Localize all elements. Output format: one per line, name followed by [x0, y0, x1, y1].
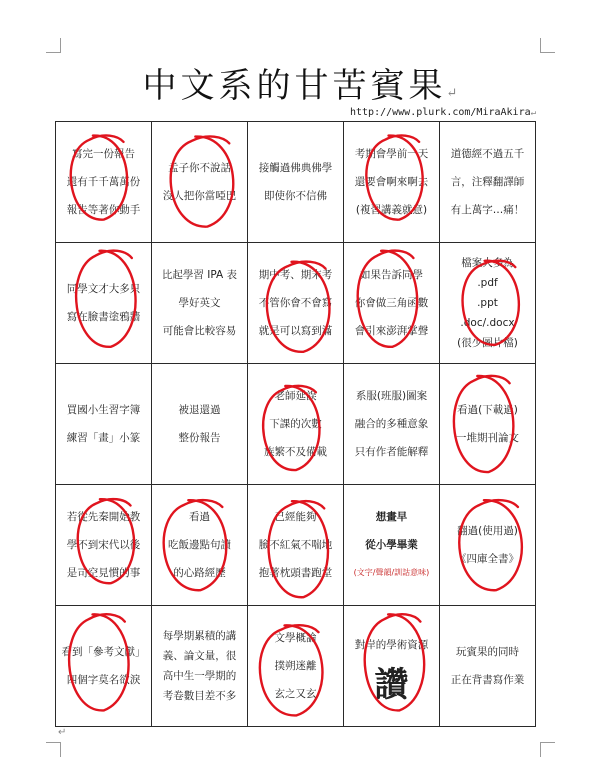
bingo-cell: [440, 606, 536, 727]
bingo-cell-line: 報告等著你動手: [66, 204, 141, 216]
bingo-cell-line: 《四庫全書》: [456, 553, 519, 565]
bingo-cell-line: 看過: [189, 511, 210, 523]
bingo-cell-line: 考卷數目差不多: [162, 690, 237, 702]
bingo-cell: [440, 485, 536, 606]
bingo-cell: [56, 364, 152, 485]
paragraph-mark: ↵: [530, 108, 537, 118]
bingo-cell-line: (複習講義就意): [355, 204, 428, 216]
bingo-cell-line: .ppt: [477, 297, 498, 309]
bingo-cell: [152, 122, 248, 243]
bingo-cell-line: 族繁不及備載: [264, 446, 327, 458]
document-title-text: 中文系的甘苦賓果: [142, 66, 447, 106]
bingo-cell: [248, 122, 344, 243]
source-url-text: http://www.plurk.com/MiraAkira: [350, 107, 531, 118]
bingo-cell-line: 玩賓果的同時: [456, 646, 519, 658]
bingo-cell: [56, 243, 152, 364]
bingo-row: [56, 485, 536, 606]
bingo-cell-line: 對岸的學術資源: [354, 639, 429, 651]
bingo-cell-line: 已經能夠: [274, 511, 317, 523]
bingo-cell-line: 接觸過佛典佛學: [258, 162, 333, 174]
bingo-cell: [248, 243, 344, 364]
page-corner-bottom-left: [46, 742, 61, 757]
bingo-cell: [56, 122, 152, 243]
bingo-cell-line: 讚: [374, 666, 409, 704]
bingo-cell-line: 還有千千萬萬份: [66, 176, 141, 188]
bingo-cell-line: 會引來澎湃掌聲: [354, 325, 429, 337]
bingo-cell-line: 你會做三角函數: [354, 297, 429, 309]
paragraph-mark: ↵: [446, 86, 458, 101]
bingo-cell-line: 練習「畫」小篆: [66, 432, 141, 444]
page-corner-top-left: [46, 38, 61, 53]
bingo-cell-line: 是司空見慣的事: [66, 567, 141, 579]
bingo-cell-line: (很少圖片檔): [457, 337, 518, 349]
bingo-cell-line: .doc/.docx: [460, 317, 515, 329]
bingo-cell-line: 高中生一學期的: [162, 670, 237, 682]
bingo-cell: [152, 243, 248, 364]
bingo-cell-line: 孟子你不說話: [168, 162, 231, 174]
bingo-cell: [344, 243, 440, 364]
bingo-cell-line: 即使你不信佛: [264, 190, 327, 202]
bingo-cell-line: 翻過(使用過): [457, 525, 518, 537]
bingo-cell: [440, 243, 536, 364]
bingo-cell-line: 抱著枕頭書跑堂: [258, 567, 333, 579]
paragraph-mark: ↵: [58, 727, 67, 738]
bingo-cell-line: 寫完一份報告: [72, 148, 135, 160]
bingo-row: [56, 243, 536, 364]
bingo-row: [56, 606, 536, 727]
bingo-cell-line: 如果告訴同學: [360, 269, 423, 281]
page-corner-top-right: [540, 38, 555, 53]
bingo-cell-line: 沒人把你當啞巴: [162, 190, 237, 202]
bingo-cell-line: 買國小生習字簿: [66, 404, 141, 416]
bingo-cell-line: 系服(班服)圖案: [355, 390, 428, 402]
bingo-cell-line: 期中考、期末考: [258, 269, 333, 281]
bingo-cell: [440, 122, 536, 243]
bingo-cell-line: 言，注釋翻譯師: [450, 176, 525, 188]
bingo-cell-line: 一堆期刊論文: [456, 432, 519, 444]
bingo-cell-line: 吃飯邊點句讀: [168, 539, 231, 551]
bingo-cell: [344, 364, 440, 485]
bingo-cell: [152, 364, 248, 485]
bingo-cell: [56, 485, 152, 606]
bingo-cell-line: 玄之又玄: [274, 688, 317, 700]
bingo-cell-line: .pdf: [477, 277, 498, 289]
document-title: [0, 58, 600, 107]
bingo-cell-line: 正在背書寫作業: [450, 674, 525, 686]
bingo-cell-line: 不管你會不會寫: [258, 297, 333, 309]
bingo-cell-line: 下課的次數: [269, 418, 322, 430]
bingo-cell: [248, 364, 344, 485]
bingo-cell: [344, 122, 440, 243]
bingo-cell-line: 文學概論: [274, 632, 317, 644]
bingo-cell: [248, 485, 344, 606]
bingo-cell: [248, 606, 344, 727]
bingo-cell-line: 義、論文量，很: [162, 650, 237, 662]
bingo-cell: [344, 606, 440, 727]
bingo-grid: [55, 121, 536, 727]
bingo-cell-line: 還要會啊來啊去: [354, 176, 429, 188]
bingo-cell-line: 考期會學前一天: [354, 148, 429, 160]
bingo-cell-line: 臉不紅氣不喘地: [258, 539, 333, 551]
bingo-cell-line: 道德經不過五千: [450, 148, 525, 160]
bingo-cell-line: 學不到宋代以後: [66, 539, 141, 551]
bingo-cell-line: 寫在臉書塗鴉牆: [66, 311, 141, 323]
bingo-cell-line: 看到「參考文獻」: [61, 646, 146, 658]
bingo-cell-line: 檔案大多為: [461, 257, 514, 269]
bingo-cell-line: 想畫早: [375, 511, 408, 523]
bingo-cell-line: 從小學畢業: [365, 539, 418, 551]
bingo-cell-line: 老師延誤: [274, 390, 317, 402]
bingo-cell-line: 就是可以寫到滿: [258, 325, 333, 337]
bingo-cell-line: (文字/聲韻/訓詁意味): [353, 568, 430, 577]
bingo-cell-line: 有上萬字…痛！: [450, 204, 525, 216]
bingo-cell: [56, 606, 152, 727]
bingo-cell-line: 同學文才大多只: [66, 283, 141, 295]
bingo-cell: [440, 364, 536, 485]
bingo-cell-line: 可能會比較容易: [162, 325, 237, 337]
bingo-cell-line: 的心路經歷: [173, 567, 226, 579]
bingo-cell-line: 被退還過: [178, 404, 221, 416]
source-url: [350, 107, 560, 118]
bingo-cell: [152, 606, 248, 727]
bingo-row: [56, 364, 536, 485]
bingo-cell-line: 只有作者能解釋: [354, 446, 429, 458]
bingo-cell-line: 比起學習 IPA 表: [161, 269, 238, 281]
bingo-cell-line: 撲朔迷離: [274, 660, 317, 672]
bingo-cell: [344, 485, 440, 606]
page-corner-bottom-right: [540, 742, 555, 757]
bingo-cell-line: 整份報告: [178, 432, 221, 444]
bingo-row: [56, 122, 536, 243]
bingo-cell: [152, 485, 248, 606]
bingo-cell-line: 四個字莫名欲淚: [66, 674, 141, 686]
bingo-cell-line: 看過(下載過): [457, 404, 518, 416]
bingo-cell-line: 若從先秦開始教: [66, 511, 141, 523]
bingo-cell-line: 融合的多種意象: [354, 418, 429, 430]
bingo-cell-line: 每學期累積的講: [162, 630, 237, 642]
bingo-cell-line: 學好英文: [178, 297, 221, 309]
